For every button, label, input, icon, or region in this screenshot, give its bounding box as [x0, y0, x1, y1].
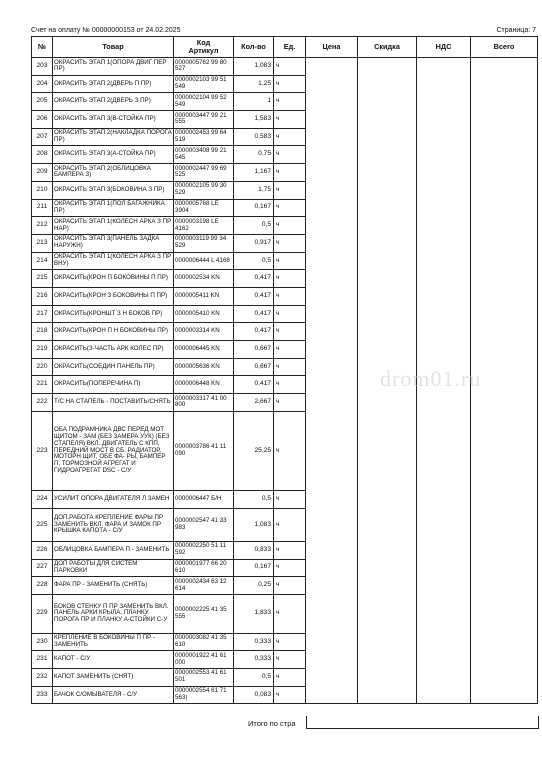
- row-product: ОКРАСИТЬ ЭТАП 2(ДВЕРЬ П ПР): [53, 75, 174, 93]
- row-number: 220: [32, 358, 53, 376]
- row-unit: ч: [274, 111, 306, 129]
- row-qty: 1,583: [234, 111, 274, 129]
- row-unit: ч: [274, 509, 306, 542]
- row-product: ОКРАСИТЬ ЭТАП 1(ПОЛ БАГАЖНИКА ПР): [53, 199, 174, 217]
- row-unit: ч: [274, 217, 306, 235]
- row-unit: ч: [274, 164, 306, 182]
- page-total-cell: [306, 716, 539, 729]
- row-qty: 0,167: [234, 199, 274, 217]
- row-qty: 0,917: [234, 234, 274, 252]
- row-qty: 25,25: [234, 411, 274, 491]
- row-code: 0000003119 99 34 529: [174, 234, 234, 252]
- row-number: 213: [32, 234, 53, 252]
- page-number: Страница: 7: [496, 27, 536, 34]
- row-unit: ч: [274, 541, 306, 559]
- row-code: 0000002434 63 12 614: [174, 577, 234, 595]
- row-number: 222: [32, 394, 53, 412]
- row-number: 207: [32, 128, 53, 146]
- row-unit: ч: [274, 651, 306, 669]
- row-product: ОБА ПОДРАМНИКА ДВС ПЕРЕД МОТ ЩИТОМ - ЗАМ (БЕЗ ЗАМЕРА УУК) (БЕЗ СТАПЕЛЯ) ВКЛ. ДВИГАТЕЛЬ С КПП, ПЕРЕДНИЙ МОСТ В СБ. РАДИАТОР, МОТОРН ЩИТ, ОБЕ ФА- РЫ, БАМПЕР П, ТОРМОЗНОЙ АГРЕГАТ И ГИДРОАГРЕГАТ DSC - С/У: [53, 411, 174, 491]
- table-row: [32, 58, 538, 76]
- row-number: 209: [32, 164, 53, 182]
- row-product: ДОП.РАБОТА КРЕПЛЕНИЕ ФАРЫ ПР ЗАМЕНИТЬ ВКЛ. ФАРА И ЗАМОК ПР КРЫШКА КАПОТА - С/У: [53, 509, 174, 542]
- row-unit: ч: [274, 358, 306, 376]
- row-number: 224: [32, 491, 53, 509]
- row-code: 0000001922 41 61 000: [174, 651, 234, 669]
- row-code: 0000003317 41 00 800: [174, 394, 234, 412]
- row-code: 0000002105 99 30 529: [174, 181, 234, 199]
- row-qty: 0,417: [234, 323, 274, 341]
- row-unit: ч: [274, 234, 306, 252]
- row-number: 210: [32, 181, 53, 199]
- row-number: 204: [32, 75, 53, 93]
- row-code: 0000002103 99 51 549: [174, 75, 234, 93]
- row-number: 215: [32, 270, 53, 288]
- row-product: УСИЛИТ ОПОРА ДВИГАТЕЛЯ Л ЗАМЕН: [53, 491, 174, 509]
- row-number: 230: [32, 633, 53, 651]
- row-product: ОКРАСИТЬ ЭТАП 1(КОЛЕСН АРКА З ПР ВНУ): [53, 252, 174, 270]
- row-number: 228: [32, 577, 53, 595]
- row-unit: ч: [274, 146, 306, 164]
- row-qty: 0,667: [234, 358, 274, 376]
- row-qty: 0,417: [234, 305, 274, 323]
- row-unit: ч: [274, 411, 306, 491]
- row-product: БОКОВ СТЕНКУ П ПР ЗАМЕНИТЬ ВКЛ. ПАНЕЛЬ АРКИ КРЫЛА, ПЛАНКУ ПОРОГА ПР И ПЛАНКУ А-СТОЙКИ С-У: [53, 594, 174, 633]
- row-number: 208: [32, 146, 53, 164]
- page-total-label: Итого по стра: [248, 719, 296, 728]
- row-number: 232: [32, 668, 53, 686]
- row-unit: ч: [274, 323, 306, 341]
- row-unit: ч: [274, 58, 306, 76]
- row-qty: 1,833: [234, 594, 274, 633]
- row-unit: ч: [274, 668, 306, 686]
- row-code: 0000006447 Б/Н: [174, 491, 234, 509]
- row-code: 0000003198 LE 4162: [174, 217, 234, 235]
- row-code: 0000003408 99 21 545: [174, 146, 234, 164]
- row-number: 205: [32, 93, 53, 111]
- col-number: №: [32, 37, 53, 58]
- row-number: 221: [32, 376, 53, 394]
- row-qty: 0,833: [234, 541, 274, 559]
- row-qty: 0,5: [234, 491, 274, 509]
- table-header-row: [32, 37, 538, 58]
- row-product: ОКРАСИТЬ ЭТАП 3(ПАНЕЛЬ ЗАДКА НАРУЖН): [53, 234, 174, 252]
- row-code: 0000006444 L 4168: [174, 252, 234, 270]
- row-product: КАПОТ - С/У: [53, 651, 174, 669]
- row-number: 219: [32, 341, 53, 359]
- row-code: 0000002453 99 64 519: [174, 128, 234, 146]
- row-product: ФАРА ПР - ЗАМЕНИТЬ (СНЯТЬ): [53, 577, 174, 595]
- row-number: 217: [32, 305, 53, 323]
- row-code: 0000005410 KN: [174, 305, 234, 323]
- row-price: [306, 58, 358, 704]
- row-product: ДОП РАБОТЫ ДЛЯ СИСТЕМ ПАРКОВКИ: [53, 559, 174, 577]
- row-number: 211: [32, 199, 53, 217]
- row-product: ОКРАСИТЬ(СОЕДИН ПАНЕЛЬ ПР): [53, 358, 174, 376]
- row-number: 206: [32, 111, 53, 129]
- row-number: 203: [32, 58, 53, 76]
- row-number: 225: [32, 509, 53, 542]
- row-number: 226: [32, 541, 53, 559]
- row-code: 0000005636 KN: [174, 358, 234, 376]
- col-qty: Кол-во: [234, 37, 274, 58]
- row-qty: 0,667: [234, 341, 274, 359]
- col-price: Цена: [306, 37, 358, 58]
- row-qty: 1,083: [234, 58, 274, 76]
- col-product: Товар: [53, 37, 174, 58]
- row-qty: 0,75: [234, 146, 274, 164]
- row-product: ОКРАСИТЬ ЭТАП 1(ОПОРА ДВИГ ПЕР ПР): [53, 58, 174, 76]
- row-qty: 0,333: [234, 651, 274, 669]
- row-product: ОКРАСИТЬ ЭТАП 1(КОЛЕСН АРКА З ПР НАР): [53, 217, 174, 235]
- row-code: 0000005768 LE 3904: [174, 199, 234, 217]
- row-qty: 0,5: [234, 668, 274, 686]
- row-number: 223: [32, 411, 53, 491]
- row-code: 0000003314 KN: [174, 323, 234, 341]
- row-unit: ч: [274, 594, 306, 633]
- row-qty: 0,417: [234, 376, 274, 394]
- row-number: 229: [32, 594, 53, 633]
- row-code: 0000006448 KN: [174, 376, 234, 394]
- row-code: 0000002447 99 69 525: [174, 164, 234, 182]
- row-unit: ч: [274, 287, 306, 305]
- row-qty: 1: [234, 93, 274, 111]
- row-number: 216: [32, 287, 53, 305]
- row-product: ОКРАСИТЬ(З-ЧАСТЬ АРК КОЛЕС ПР): [53, 341, 174, 359]
- row-unit: ч: [274, 376, 306, 394]
- row-code: 0000005762 99 80 527: [174, 58, 234, 76]
- row-number: 231: [32, 651, 53, 669]
- row-qty: 0,417: [234, 270, 274, 288]
- row-code: 0000002534 KN: [174, 270, 234, 288]
- row-product: ОКРАСИТЬ ЭТАП 3(БОКОВИНА З ПР): [53, 181, 174, 199]
- row-product: КРЕПЛЕНИЕ В БОКОВИНЫ П ПР - ЗАМЕНИТЬ: [53, 633, 174, 651]
- invoice-title: Счет на оплату № 00000000153 от 24.02.2025: [31, 27, 181, 34]
- row-qty: 0,5: [234, 252, 274, 270]
- col-discount: Скидка: [358, 37, 417, 58]
- row-code: 0000002553 41 61 501: [174, 668, 234, 686]
- row-code: 0000002547 41 33 983: [174, 509, 234, 542]
- row-unit: ч: [274, 252, 306, 270]
- row-product: ОБЛИЦОВКА БАМПЕРА П - ЗАМЕНИТЬ: [53, 541, 174, 559]
- row-unit: ч: [274, 394, 306, 412]
- row-product: ОКРАСИТЬ(КРОН З БОКОВИНЫ П ПР): [53, 287, 174, 305]
- row-number: 212: [32, 217, 53, 235]
- row-qty: 1,75: [234, 181, 274, 199]
- row-unit: ч: [274, 93, 306, 111]
- row-qty: 0,583: [234, 128, 274, 146]
- row-code: 0000006445 KN: [174, 341, 234, 359]
- row-product: ОКРАСИТЬ ЭТАП 2(ОБЛИЦОВКА БАМПЕРА З): [53, 164, 174, 182]
- row-unit: ч: [274, 199, 306, 217]
- row-product: ОКРАСИТЬ(ПОПЕРЕЧИНА П): [53, 376, 174, 394]
- row-code: 0000002225 41 35 555: [174, 594, 234, 633]
- watermark: drom01.ru: [380, 366, 482, 391]
- row-qty: 0,167: [234, 559, 274, 577]
- row-unit: ч: [274, 181, 306, 199]
- row-unit: ч: [274, 577, 306, 595]
- row-code: 0000002554 61 71 563): [174, 686, 234, 704]
- row-qty: 1,083: [234, 509, 274, 542]
- row-unit: ч: [274, 491, 306, 509]
- row-qty: 1,167: [234, 164, 274, 182]
- row-product: Т/С НА СТАПЕЛЬ - ПОСТАВИТЬ/СНЯТЬ: [53, 394, 174, 412]
- col-unit: Ед.: [274, 37, 306, 58]
- row-unit: ч: [274, 633, 306, 651]
- row-unit: ч: [274, 270, 306, 288]
- row-qty: 2,667: [234, 394, 274, 412]
- row-qty: 0,417: [234, 287, 274, 305]
- row-unit: ч: [274, 128, 306, 146]
- row-product: ОКРАСИТЬ ЭТАП 3(А-СТОЙКА ПР): [53, 146, 174, 164]
- row-qty: 0,333: [234, 633, 274, 651]
- row-unit: ч: [274, 341, 306, 359]
- col-total: Всего: [471, 37, 538, 58]
- row-code: 0000002250 51 11 592: [174, 541, 234, 559]
- row-product: ОКРАСИТЬ(КРОН П БОКОВИНЫ П ПР): [53, 270, 174, 288]
- row-product: ОКРАСИТЬ ЭТАП 3(В-СТОЙКА ПР): [53, 111, 174, 129]
- row-product: ОКРАСИТЬ(КРОНШТ З Н БОКОВ ПР): [53, 305, 174, 323]
- row-qty: 0,25: [234, 577, 274, 595]
- row-product: КАПОТ ЗАМЕНИТЬ (СНЯТ): [53, 668, 174, 686]
- row-code: 0000003082 41 35 610: [174, 633, 234, 651]
- col-vat: НДС: [417, 37, 471, 58]
- row-product: БАЧОК С/ОМЫВАТЕЛЯ - С/У: [53, 686, 174, 704]
- row-qty: 1,25: [234, 75, 274, 93]
- row-code: 0000003447 99 21 555: [174, 111, 234, 129]
- row-code: 0000005411 KN: [174, 287, 234, 305]
- row-number: 214: [32, 252, 53, 270]
- row-product: ОКРАСИТЬ(КРОН П Н БОКОВИНЫ ПР): [53, 323, 174, 341]
- row-qty: 0,083: [234, 686, 274, 704]
- row-unit: ч: [274, 305, 306, 323]
- row-code: 0000003786 41 11 090: [174, 411, 234, 491]
- row-number: 233: [32, 686, 53, 704]
- row-product: ОКРАСИТЬ ЭТАП 2(НАКЛАДКА ПОРОГА ПР): [53, 128, 174, 146]
- row-number: 218: [32, 323, 53, 341]
- row-number: 227: [32, 559, 53, 577]
- col-code: Код Артикул: [174, 37, 234, 58]
- row-code: 0000002104 99 52 549: [174, 93, 234, 111]
- row-qty: 0,5: [234, 217, 274, 235]
- row-unit: ч: [274, 75, 306, 93]
- row-unit: ч: [274, 686, 306, 704]
- row-unit: ч: [274, 559, 306, 577]
- row-code: 0000001977 66 20 610: [174, 559, 234, 577]
- row-product: ОКРАСИТЬ ЭТАП 2(ДВЕРЬ З ПР): [53, 93, 174, 111]
